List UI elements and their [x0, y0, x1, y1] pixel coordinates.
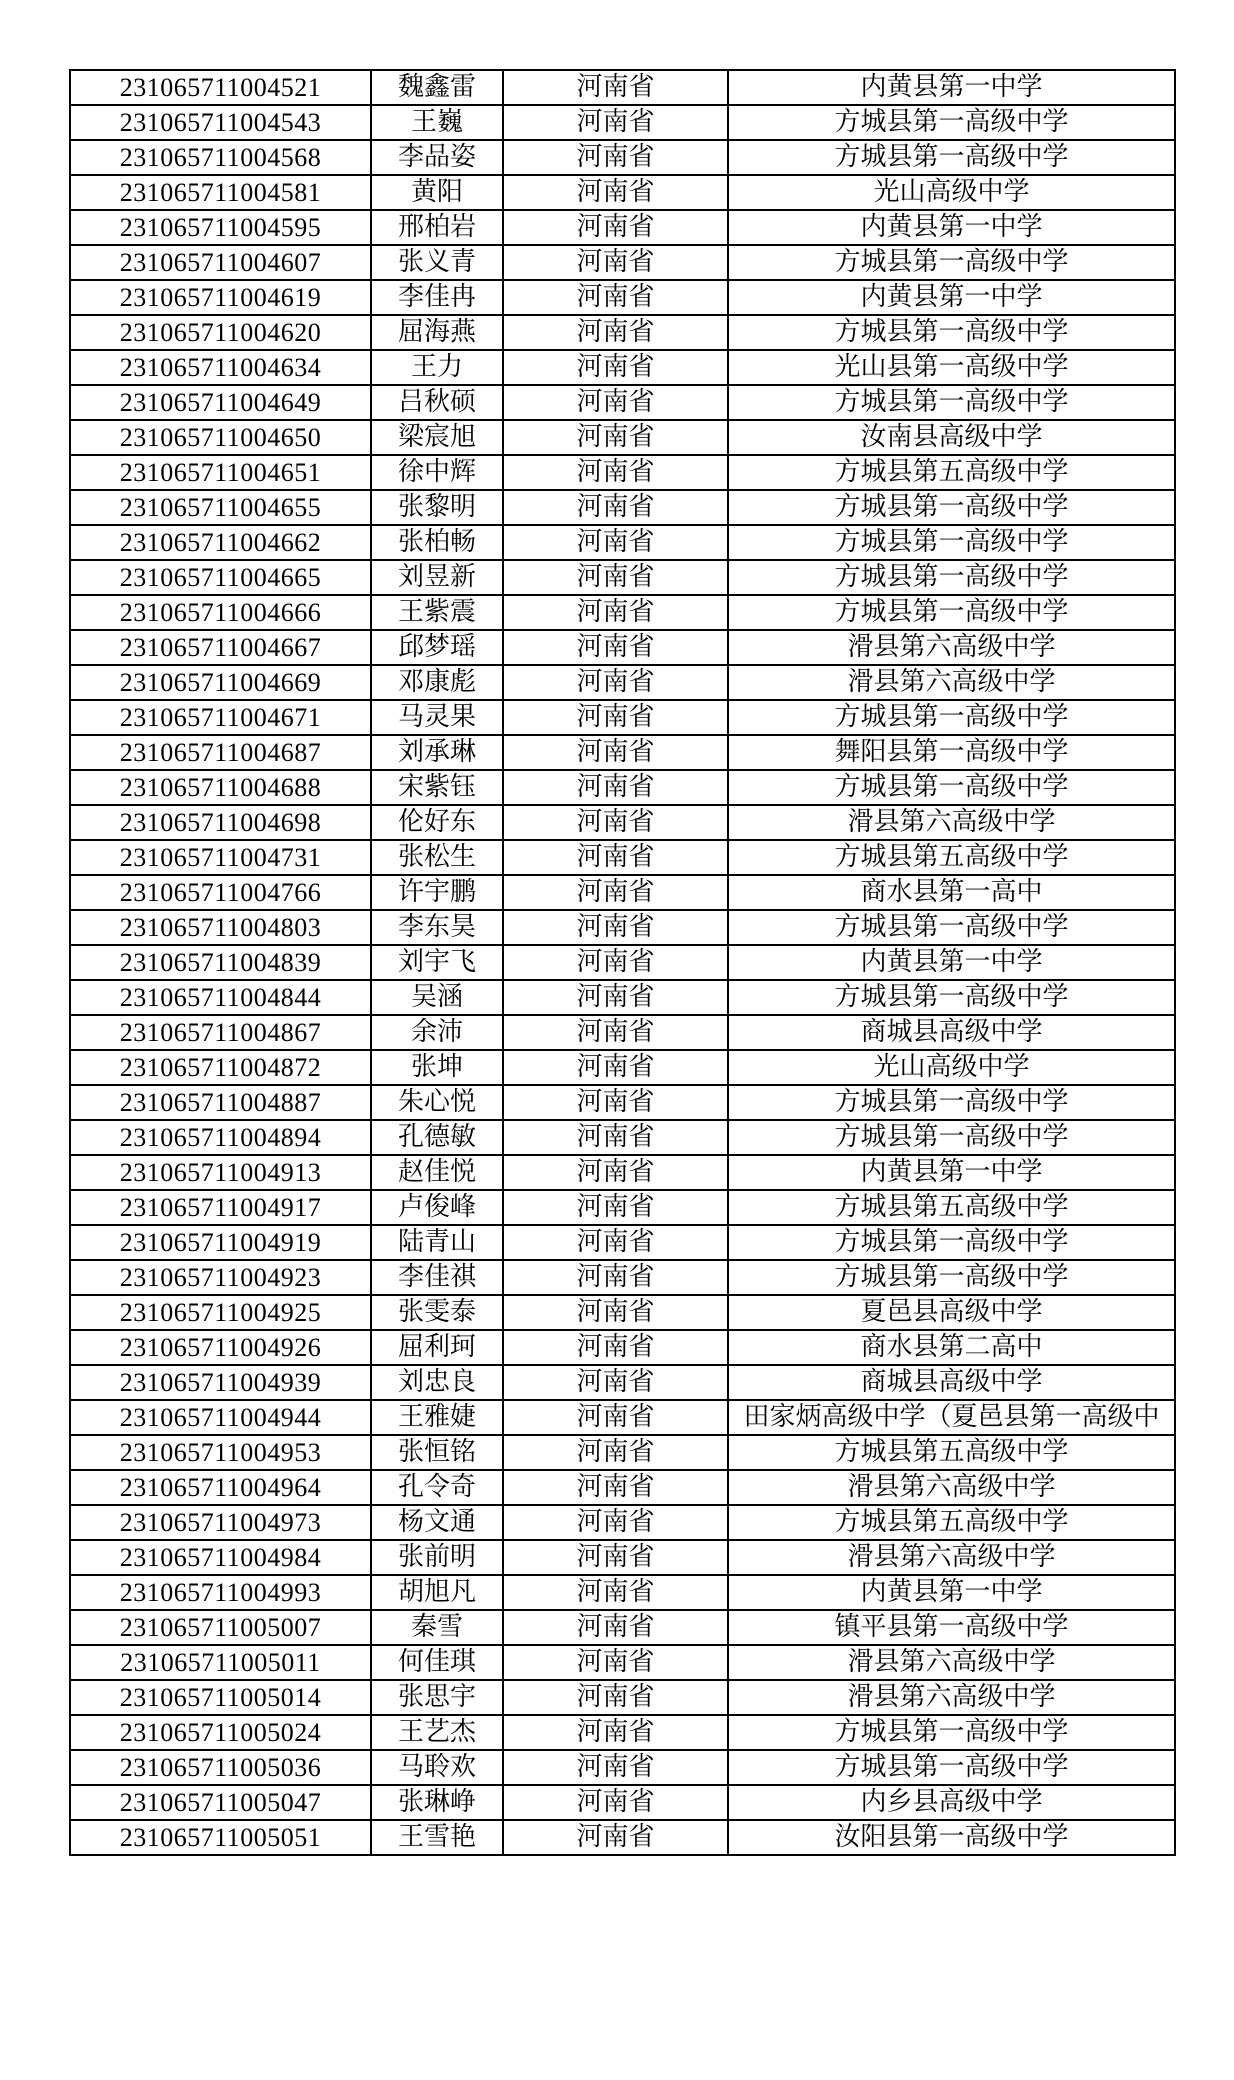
- school-cell: 内黄县第一中学: [728, 210, 1175, 245]
- school-cell: 光山高级中学: [728, 1050, 1175, 1085]
- province-cell: 河南省: [503, 595, 728, 630]
- student-name-cell: 马灵果: [371, 700, 503, 735]
- school-cell: 内黄县第一中学: [728, 70, 1175, 105]
- table-row: [70, 875, 1175, 910]
- province-cell: 河南省: [503, 1155, 728, 1190]
- province-cell: 河南省: [503, 1050, 728, 1085]
- table-row: [70, 455, 1175, 490]
- student-name-cell: 屈海燕: [371, 315, 503, 350]
- province-cell: 河南省: [503, 1645, 728, 1680]
- school-cell: 方城县第一高级中学: [728, 140, 1175, 175]
- school-cell: 方城县第五高级中学: [728, 1505, 1175, 1540]
- province-cell: 河南省: [503, 315, 728, 350]
- student-name-cell: 张松生: [371, 840, 503, 875]
- student-id-cell: 231065711004926: [70, 1330, 371, 1365]
- province-cell: 河南省: [503, 1015, 728, 1050]
- table-row: [70, 770, 1175, 805]
- province-cell: 河南省: [503, 875, 728, 910]
- student-id-cell: 231065711004939: [70, 1365, 371, 1400]
- table-row: [70, 595, 1175, 630]
- province-cell: 河南省: [503, 700, 728, 735]
- school-cell: 方城县第一高级中学: [728, 105, 1175, 140]
- student-name-cell: 黄阳: [371, 175, 503, 210]
- table-row: [70, 350, 1175, 385]
- table-row: [70, 560, 1175, 595]
- province-cell: 河南省: [503, 385, 728, 420]
- province-cell: 河南省: [503, 560, 728, 595]
- student-name-cell: 杨文通: [371, 1505, 503, 1540]
- province-cell: 河南省: [503, 735, 728, 770]
- student-id-cell: 231065711004649: [70, 385, 371, 420]
- school-cell: 方城县第一高级中学: [728, 525, 1175, 560]
- province-cell: 河南省: [503, 1190, 728, 1225]
- student-id-cell: 231065711005036: [70, 1750, 371, 1785]
- province-cell: 河南省: [503, 1295, 728, 1330]
- table-row: [70, 1225, 1175, 1260]
- table-row: [70, 665, 1175, 700]
- student-name-cell: 陆青山: [371, 1225, 503, 1260]
- student-name-cell: 卢俊峰: [371, 1190, 503, 1225]
- student-name-cell: 王雅婕: [371, 1400, 503, 1435]
- province-cell: 河南省: [503, 1715, 728, 1750]
- student-id-cell: 231065711004925: [70, 1295, 371, 1330]
- province-cell: 河南省: [503, 1085, 728, 1120]
- school-cell: 方城县第一高级中学: [728, 315, 1175, 350]
- school-cell: 方城县第一高级中学: [728, 245, 1175, 280]
- student-name-cell: 秦雪: [371, 1610, 503, 1645]
- table-row: [70, 1260, 1175, 1295]
- province-cell: 河南省: [503, 630, 728, 665]
- province-cell: 河南省: [503, 280, 728, 315]
- student-name-cell: 王艺杰: [371, 1715, 503, 1750]
- student-name-cell: 吴涵: [371, 980, 503, 1015]
- table-row: [70, 385, 1175, 420]
- student-name-cell: 胡旭凡: [371, 1575, 503, 1610]
- student-name-cell: 张黎明: [371, 490, 503, 525]
- table-row: [70, 945, 1175, 980]
- student-id-cell: 231065711004917: [70, 1190, 371, 1225]
- student-name-cell: 张思宇: [371, 1680, 503, 1715]
- table-row: [70, 980, 1175, 1015]
- school-cell: 内乡县高级中学: [728, 1785, 1175, 1820]
- table-row: [70, 1050, 1175, 1085]
- student-name-cell: 张前明: [371, 1540, 503, 1575]
- student-name-cell: 宋紫钰: [371, 770, 503, 805]
- student-name-cell: 朱心悦: [371, 1085, 503, 1120]
- student-name-cell: 张恒铭: [371, 1435, 503, 1470]
- student-name-cell: 许宇鹏: [371, 875, 503, 910]
- student-id-cell: 231065711004919: [70, 1225, 371, 1260]
- table-row: [70, 245, 1175, 280]
- student-name-cell: 孔令奇: [371, 1470, 503, 1505]
- student-name-cell: 张义青: [371, 245, 503, 280]
- school-cell: 方城县第一高级中学: [728, 1120, 1175, 1155]
- student-name-cell: 李东昊: [371, 910, 503, 945]
- province-cell: 河南省: [503, 525, 728, 560]
- student-id-cell: 231065711004651: [70, 455, 371, 490]
- school-cell: 方城县第一高级中学: [728, 770, 1175, 805]
- student-id-cell: 231065711004543: [70, 105, 371, 140]
- school-cell: 方城县第一高级中学: [728, 385, 1175, 420]
- school-cell: 方城县第五高级中学: [728, 1190, 1175, 1225]
- school-cell: 方城县第五高级中学: [728, 1435, 1175, 1470]
- school-cell: 商城县高级中学: [728, 1365, 1175, 1400]
- province-cell: 河南省: [503, 1820, 728, 1855]
- school-cell: 夏邑县高级中学: [728, 1295, 1175, 1330]
- table-row: [70, 1190, 1175, 1225]
- table-row: [70, 735, 1175, 770]
- province-cell: 河南省: [503, 490, 728, 525]
- table-row: [70, 315, 1175, 350]
- province-cell: 河南省: [503, 455, 728, 490]
- province-cell: 河南省: [503, 1470, 728, 1505]
- student-name-cell: 何佳琪: [371, 1645, 503, 1680]
- table-row: [70, 1610, 1175, 1645]
- school-cell: 方城县第一高级中学: [728, 910, 1175, 945]
- table-row: [70, 1015, 1175, 1050]
- school-cell: 方城县第五高级中学: [728, 840, 1175, 875]
- table-row: [70, 1470, 1175, 1505]
- student-id-cell: 231065711004666: [70, 595, 371, 630]
- student-name-cell: 张柏畅: [371, 525, 503, 560]
- school-cell: 商城县高级中学: [728, 1015, 1175, 1050]
- student-id-cell: 231065711004662: [70, 525, 371, 560]
- student-id-cell: 231065711004766: [70, 875, 371, 910]
- province-cell: 河南省: [503, 420, 728, 455]
- school-cell: 内黄县第一中学: [728, 280, 1175, 315]
- student-id-cell: 231065711004803: [70, 910, 371, 945]
- student-id-cell: 231065711004607: [70, 245, 371, 280]
- student-id-cell: 231065711004665: [70, 560, 371, 595]
- student-id-cell: 231065711004568: [70, 140, 371, 175]
- province-cell: 河南省: [503, 350, 728, 385]
- table-row: [70, 1505, 1175, 1540]
- province-cell: 河南省: [503, 805, 728, 840]
- school-cell: 滑县第六高级中学: [728, 1470, 1175, 1505]
- table-row: [70, 140, 1175, 175]
- student-id-cell: 231065711004620: [70, 315, 371, 350]
- province-cell: 河南省: [503, 980, 728, 1015]
- student-id-cell: 231065711005007: [70, 1610, 371, 1645]
- school-cell: 内黄县第一中学: [728, 1575, 1175, 1610]
- table-row: [70, 420, 1175, 455]
- table-row: [70, 630, 1175, 665]
- student-name-cell: 李品姿: [371, 140, 503, 175]
- student-name-cell: 张琳峥: [371, 1785, 503, 1820]
- student-id-cell: 231065711004671: [70, 700, 371, 735]
- school-cell: 方城县第一高级中学: [728, 560, 1175, 595]
- province-cell: 河南省: [503, 1120, 728, 1155]
- table-row: [70, 1400, 1175, 1435]
- table-row: [70, 105, 1175, 140]
- table-row: [70, 1330, 1175, 1365]
- student-id-cell: 231065711004944: [70, 1400, 371, 1435]
- student-id-cell: 231065711004619: [70, 280, 371, 315]
- school-cell: 方城县第一高级中学: [728, 1260, 1175, 1295]
- student-name-cell: 邢柏岩: [371, 210, 503, 245]
- province-cell: 河南省: [503, 1400, 728, 1435]
- province-cell: 河南省: [503, 140, 728, 175]
- table-row: [70, 700, 1175, 735]
- table-row: [70, 280, 1175, 315]
- student-name-cell: 刘忠良: [371, 1365, 503, 1400]
- school-cell: 汝阳县第一高级中学: [728, 1820, 1175, 1855]
- school-cell: 方城县第一高级中学: [728, 595, 1175, 630]
- student-name-cell: 伦好东: [371, 805, 503, 840]
- student-name-cell: 赵佳悦: [371, 1155, 503, 1190]
- student-name-cell: 王巍: [371, 105, 503, 140]
- school-cell: 商水县第一高中: [728, 875, 1175, 910]
- student-name-cell: 邱梦瑶: [371, 630, 503, 665]
- student-id-cell: 231065711004634: [70, 350, 371, 385]
- province-cell: 河南省: [503, 770, 728, 805]
- province-cell: 河南省: [503, 175, 728, 210]
- table-row: [70, 1155, 1175, 1190]
- province-cell: 河南省: [503, 1365, 728, 1400]
- province-cell: 河南省: [503, 1225, 728, 1260]
- student-name-cell: 刘昱新: [371, 560, 503, 595]
- school-cell: 镇平县第一高级中学: [728, 1610, 1175, 1645]
- school-cell: 光山高级中学: [728, 175, 1175, 210]
- table-row: [70, 1575, 1175, 1610]
- student-id-cell: 231065711004650: [70, 420, 371, 455]
- school-cell: 滑县第六高级中学: [728, 1680, 1175, 1715]
- province-cell: 河南省: [503, 70, 728, 105]
- school-cell: 内黄县第一中学: [728, 1155, 1175, 1190]
- school-cell: 舞阳县第一高级中学: [728, 735, 1175, 770]
- table-row: [70, 1680, 1175, 1715]
- student-id-cell: 231065711004731: [70, 840, 371, 875]
- student-id-cell: 231065711004655: [70, 490, 371, 525]
- student-id-cell: 231065711005011: [70, 1645, 371, 1680]
- table-row: [70, 1715, 1175, 1750]
- table-row: [70, 1540, 1175, 1575]
- student-list-table: [69, 69, 1176, 1856]
- student-name-cell: 王力: [371, 350, 503, 385]
- school-cell: 方城县第一高级中学: [728, 490, 1175, 525]
- student-id-cell: 231065711004923: [70, 1260, 371, 1295]
- student-name-cell: 李佳祺: [371, 1260, 503, 1295]
- school-cell: 方城县第一高级中学: [728, 980, 1175, 1015]
- province-cell: 河南省: [503, 1435, 728, 1470]
- student-id-cell: 231065711004844: [70, 980, 371, 1015]
- student-name-cell: 余沛: [371, 1015, 503, 1050]
- student-name-cell: 张坤: [371, 1050, 503, 1085]
- table-row: [70, 210, 1175, 245]
- school-cell: 滑县第六高级中学: [728, 805, 1175, 840]
- student-name-cell: 刘宇飞: [371, 945, 503, 980]
- table-row: [70, 175, 1175, 210]
- student-id-cell: 231065711004913: [70, 1155, 371, 1190]
- province-cell: 河南省: [503, 1610, 728, 1645]
- table-row: [70, 1365, 1175, 1400]
- province-cell: 河南省: [503, 1575, 728, 1610]
- student-id-cell: 231065711004581: [70, 175, 371, 210]
- province-cell: 河南省: [503, 105, 728, 140]
- table-row: [70, 525, 1175, 560]
- school-cell: 滑县第六高级中学: [728, 665, 1175, 700]
- student-id-cell: 231065711004595: [70, 210, 371, 245]
- student-name-cell: 魏鑫雷: [371, 70, 503, 105]
- table-row: [70, 1085, 1175, 1120]
- student-name-cell: 吕秋硕: [371, 385, 503, 420]
- province-cell: 河南省: [503, 1540, 728, 1575]
- student-id-cell: 231065711004667: [70, 630, 371, 665]
- province-cell: 河南省: [503, 1750, 728, 1785]
- school-cell: 商水县第二高中: [728, 1330, 1175, 1365]
- table-row: [70, 1785, 1175, 1820]
- student-id-cell: 231065711005051: [70, 1820, 371, 1855]
- student-id-cell: 231065711004993: [70, 1575, 371, 1610]
- student-id-cell: 231065711004669: [70, 665, 371, 700]
- province-cell: 河南省: [503, 1330, 728, 1365]
- table-row: [70, 910, 1175, 945]
- school-cell: 方城县第一高级中学: [728, 1715, 1175, 1750]
- school-cell: 田家炳高级中学（夏邑县第一高级中: [728, 1400, 1175, 1435]
- school-cell: 内黄县第一中学: [728, 945, 1175, 980]
- province-cell: 河南省: [503, 1785, 728, 1820]
- table-row: [70, 1295, 1175, 1330]
- province-cell: 河南省: [503, 665, 728, 700]
- school-cell: 方城县第一高级中学: [728, 1085, 1175, 1120]
- student-name-cell: 王雪艳: [371, 1820, 503, 1855]
- table-row: [70, 1645, 1175, 1680]
- student-id-cell: 231065711005024: [70, 1715, 371, 1750]
- table-row: [70, 805, 1175, 840]
- student-id-cell: 231065711005047: [70, 1785, 371, 1820]
- table-row: [70, 1120, 1175, 1155]
- school-cell: 汝南县高级中学: [728, 420, 1175, 455]
- table-row: [70, 490, 1175, 525]
- student-id-cell: 231065711004964: [70, 1470, 371, 1505]
- student-id-cell: 231065711004973: [70, 1505, 371, 1540]
- student-id-cell: 231065711004688: [70, 770, 371, 805]
- school-cell: 光山县第一高级中学: [728, 350, 1175, 385]
- student-name-cell: 刘承琳: [371, 735, 503, 770]
- student-name-cell: 李佳冉: [371, 280, 503, 315]
- student-id-cell: 231065711004687: [70, 735, 371, 770]
- student-id-cell: 231065711004984: [70, 1540, 371, 1575]
- student-id-cell: 231065711004839: [70, 945, 371, 980]
- student-id-cell: 231065711005014: [70, 1680, 371, 1715]
- province-cell: 河南省: [503, 945, 728, 980]
- student-name-cell: 邓康彪: [371, 665, 503, 700]
- school-cell: 滑县第六高级中学: [728, 1645, 1175, 1680]
- student-name-cell: 徐中辉: [371, 455, 503, 490]
- school-cell: 方城县第一高级中学: [728, 700, 1175, 735]
- province-cell: 河南省: [503, 210, 728, 245]
- student-name-cell: 马聆欢: [371, 1750, 503, 1785]
- student-name-cell: 王紫震: [371, 595, 503, 630]
- student-id-cell: 231065711004698: [70, 805, 371, 840]
- province-cell: 河南省: [503, 245, 728, 280]
- table-row: [70, 840, 1175, 875]
- student-id-cell: 231065711004894: [70, 1120, 371, 1155]
- student-name-cell: 孔德敏: [371, 1120, 503, 1155]
- school-cell: 滑县第六高级中学: [728, 630, 1175, 665]
- province-cell: 河南省: [503, 840, 728, 875]
- school-cell: 方城县第五高级中学: [728, 455, 1175, 490]
- student-name-cell: 梁宸旭: [371, 420, 503, 455]
- student-name-cell: 张雯泰: [371, 1295, 503, 1330]
- student-list-body: [70, 70, 1175, 1855]
- province-cell: 河南省: [503, 1505, 728, 1540]
- province-cell: 河南省: [503, 1680, 728, 1715]
- table-row: [70, 1750, 1175, 1785]
- student-name-cell: 屈利珂: [371, 1330, 503, 1365]
- province-cell: 河南省: [503, 1260, 728, 1295]
- student-id-cell: 231065711004867: [70, 1015, 371, 1050]
- student-id-cell: 231065711004521: [70, 70, 371, 105]
- table-row: [70, 70, 1175, 105]
- school-cell: 方城县第一高级中学: [728, 1225, 1175, 1260]
- table-row: [70, 1435, 1175, 1470]
- student-id-cell: 231065711004872: [70, 1050, 371, 1085]
- student-id-cell: 231065711004887: [70, 1085, 371, 1120]
- school-cell: 滑县第六高级中学: [728, 1540, 1175, 1575]
- student-id-cell: 231065711004953: [70, 1435, 371, 1470]
- school-cell: 方城县第一高级中学: [728, 1750, 1175, 1785]
- table-row: [70, 1820, 1175, 1855]
- province-cell: 河南省: [503, 910, 728, 945]
